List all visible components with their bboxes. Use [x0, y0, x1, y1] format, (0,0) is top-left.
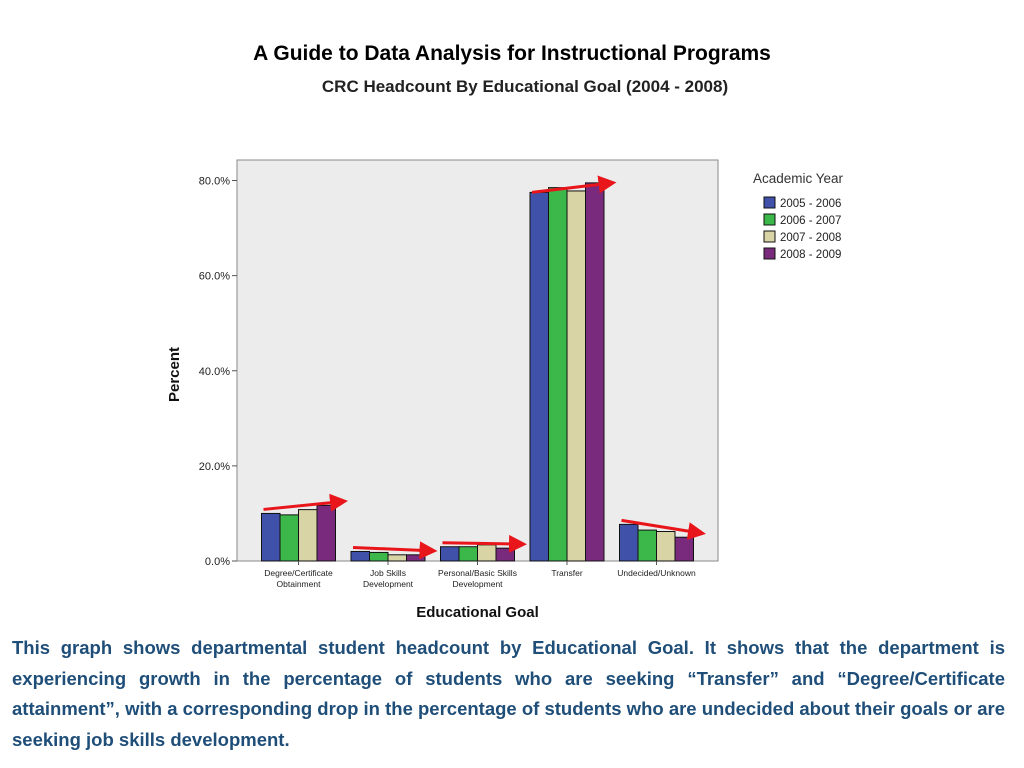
y-tick-label: 20.0% — [198, 460, 230, 473]
bar-2005-2006-cat0 — [262, 513, 281, 561]
x-tick-label: Job Skills — [370, 568, 406, 578]
bar-2006-2007-cat0 — [280, 515, 299, 561]
bar-2006-2007-cat2 — [459, 547, 478, 561]
legend-title: Academic Year — [753, 171, 844, 186]
bar-2007-2008-cat0 — [299, 510, 318, 561]
x-tick-label: Personal/Basic Skills — [438, 568, 517, 578]
bar-2008-2009-cat1 — [407, 555, 426, 561]
bar-2006-2007-cat4 — [638, 530, 657, 561]
bar-2008-2009-cat4 — [675, 537, 694, 561]
legend-label: 2006 - 2007 — [780, 215, 842, 227]
bar-2008-2009-cat0 — [317, 505, 336, 561]
legend-swatch — [764, 248, 775, 259]
bar-2007-2008-cat4 — [657, 532, 676, 561]
bar-2005-2006-cat4 — [620, 524, 639, 561]
bar-2007-2008-cat1 — [388, 555, 407, 561]
chart-caption: This graph shows departmental student headcount by Educational Goal. It shows that the department is experiencing growth in the percentage of students who are seeking “Transfer” and “Degree/Certificate attainment”, with a corresponding drop in the percentage of students who are undecided about their goals or are seeking job skills development. — [12, 637, 1005, 750]
bar-2006-2007-cat3 — [549, 188, 568, 561]
bar-chart — [150, 140, 890, 625]
x-tick-label: Transfer — [551, 568, 583, 578]
x-axis-title: Educational Goal — [416, 604, 539, 621]
bar-2005-2006-cat2 — [441, 547, 460, 561]
chart-title: CRC Headcount By Educational Goal (2004 - 2008) — [321, 77, 729, 96]
bar-2007-2008-cat3 — [567, 191, 586, 561]
slide-title: A Guide to Data Analysis for Instructional Programs — [253, 42, 771, 65]
trend-arrow — [443, 543, 523, 544]
bar-2005-2006-cat3 — [530, 192, 549, 561]
bar-2008-2009-cat2 — [496, 548, 515, 561]
legend-label: 2007 - 2008 — [780, 232, 842, 244]
x-tick-label: Development — [452, 579, 503, 589]
legend-label: 2008 - 2009 — [780, 249, 842, 261]
bar-2005-2006-cat1 — [351, 551, 370, 561]
y-tick-label: 0.0% — [204, 556, 230, 568]
y-tick-label: 80.0% — [198, 175, 230, 188]
legend-swatch — [764, 214, 775, 225]
bar-2006-2007-cat1 — [370, 552, 389, 561]
bar-2008-2009-cat3 — [586, 183, 605, 561]
legend-label: 2005 - 2006 — [780, 198, 842, 210]
x-tick-label: Obtainment — [276, 579, 321, 589]
legend-swatch — [764, 197, 775, 208]
plot-area — [237, 160, 718, 561]
bar-2007-2008-cat2 — [478, 545, 497, 561]
x-tick-label: Undecided/Unknown — [617, 568, 696, 578]
x-tick-label: Degree/Certificate — [264, 568, 333, 578]
y-tick-label: 40.0% — [198, 365, 230, 378]
x-tick-label: Development — [362, 579, 414, 589]
legend-swatch — [764, 231, 775, 242]
y-axis-title: Percent — [166, 346, 183, 403]
y-tick-label: 60.0% — [198, 270, 230, 283]
